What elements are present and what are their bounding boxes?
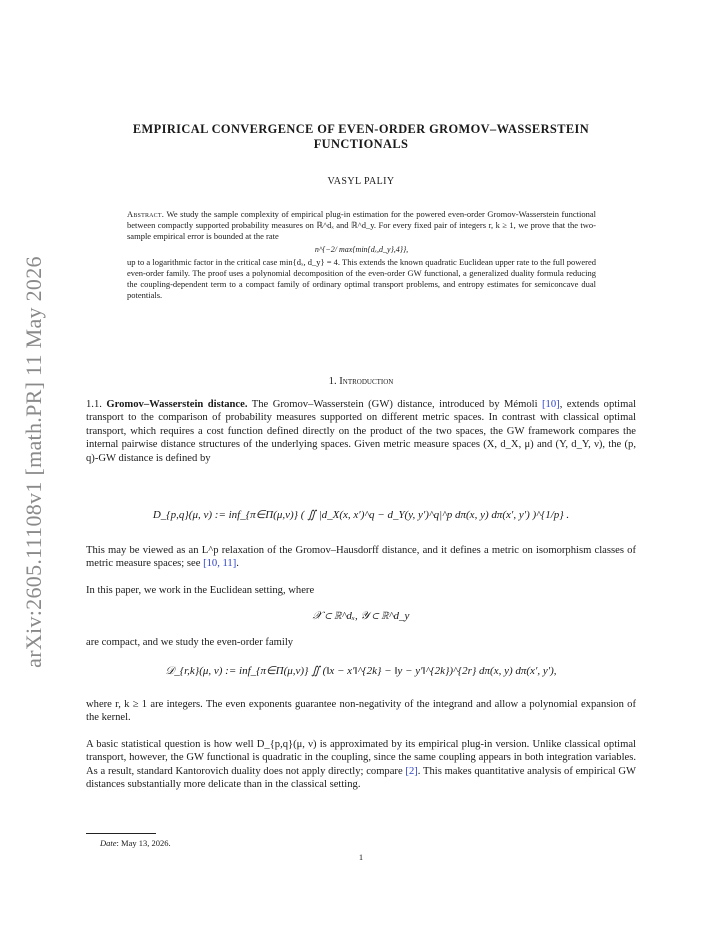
citation-link[interactable]: [10] xyxy=(542,399,560,410)
paragraph-5 xyxy=(86,698,636,725)
paragraph-1 xyxy=(86,398,636,465)
arxiv-identifier-stamp xyxy=(14,232,54,692)
paragraph-6 xyxy=(86,738,636,792)
page-number: 1 xyxy=(358,852,364,862)
footnote-value: : May 13, 2026. xyxy=(116,838,171,848)
abstract xyxy=(127,209,596,302)
footnote-rule xyxy=(86,833,156,834)
abstract-rate-equation: n^{−2/ max{min{dₓ,d_y},4}}, xyxy=(314,244,409,254)
paragraph-4 xyxy=(86,636,636,649)
abstract-label: Abstract. xyxy=(127,209,165,219)
paper-title xyxy=(86,122,636,152)
para6-text-b: . This makes quantitative analysis of empirical GW distances substantially more delicate than in the classical setting. xyxy=(86,765,636,791)
para1-text-b: , extends optimal transport to the comparison of probability measures supported on different metric spaces. In contrast with classical optimal transport, which requires a cost function defined directly on the product of the two spaces, the GW framework compares the internal pairwise distance structures of the underlying spaces. Given metric measure spaces (X, d_X, μ) and (Y, d_Y, ν), the (p, q)-GW distance is defined by xyxy=(86,399,637,464)
para5-text: where r, k ≥ 1 are integers. The even exponents guarantee non-negativity of the integrand and allow a polynomial expansion of the kernel. xyxy=(86,699,636,724)
title-line-1: EMPIRICAL CONVERGENCE OF EVEN-ORDER GROMOV–WASSERSTEIN xyxy=(132,122,590,136)
equation-euclidean-spaces: 𝒳 ⊂ ℝ^dₓ, 𝒴 ⊂ ℝ^d_y xyxy=(312,610,410,622)
abstract-part-1: We study the sample complexity of empirical plug-in estimation for the powered even-order Gromov-Wasserstein functional between compactly supported probability measures on ℝ^dₓ and ℝ^d_y. For every fixed pair of integers r, k ≥ 1, we prove that the two-sample empirical error is bounded at the rate xyxy=(127,209,596,242)
footnote-date xyxy=(100,838,171,848)
para4-text: are compact, and we study the even-order family xyxy=(86,637,294,648)
footnote-label: Date xyxy=(100,838,117,848)
para1-text-a: The Gromov–Wasserstein (GW) distance, introduced by Mémoli xyxy=(251,399,538,410)
para3-text: In this paper, we work in the Euclidean setting, where xyxy=(86,585,315,596)
section-number: 1. xyxy=(328,376,337,387)
author-name: VASYL PALIY xyxy=(327,176,395,187)
abstract-part-2: up to a logarithmic factor in the critical case min{dₓ, d_y} = 4. This extends the known quadratic Euclidean upper rate to the full powered even-order family. The proof uses a polynomial decomposition of the even-order GW functional, a generalized duality formula reducing the coupling-dependent term to a compact family of ordinary optimal transport problems, and entropy estimates for semiconcave dual potentials. xyxy=(127,256,596,301)
title-line-2: FUNCTIONALS xyxy=(313,137,409,151)
para2-text-b: . xyxy=(236,558,239,570)
citation-link[interactable]: [10, 11] xyxy=(203,558,237,570)
equation-gw-distance: D_{p,q}(μ, ν) := inf_{π∈Π(μ,ν)} ( ∬ |d_X(x, x′)^q − d_Y(y, y′)^q|^p dπ(x, y) dπ(x′, y′) )^{1/p} . xyxy=(152,509,570,521)
equation-even-order-family: 𝒟_{r,k}(μ, ν) := inf_{π∈Π(μ,ν)} ∬ (‖x − x′‖^{2k} − ‖y − y′‖^{2k})^{2r} dπ(x, y) dπ(x′, y′), xyxy=(165,665,557,677)
para6-text-a: A basic statistical question is how well D_{p,q}(μ, ν) is approximated by its empirical plug-in version. Unlike classical optimal transport, however, the GW functional is quadratic in the coupling, since the same coupling appears in both integration variables. As a result, standard Kantorovich duality does not apply directly; compare xyxy=(86,739,636,777)
section-title: Introduction xyxy=(339,376,394,387)
paragraph-2 xyxy=(86,544,636,571)
paragraph-3 xyxy=(86,584,636,597)
arxiv-stamp-text: arXiv:2605.11108v1 [math.PR] 11 May 2026 xyxy=(21,256,46,668)
para2-text-a: This may be viewed as an L^p relaxation of the Gromov–Hausdorff distance, and it defines a metric on isomorphism classes of metric measure spaces; see xyxy=(86,545,636,570)
citation-link[interactable]: [2] xyxy=(405,765,418,777)
subsection-number: 1.1. xyxy=(86,399,102,410)
subsection-title: Gromov–Wasserstein distance. xyxy=(106,399,248,410)
section-heading xyxy=(86,376,636,387)
